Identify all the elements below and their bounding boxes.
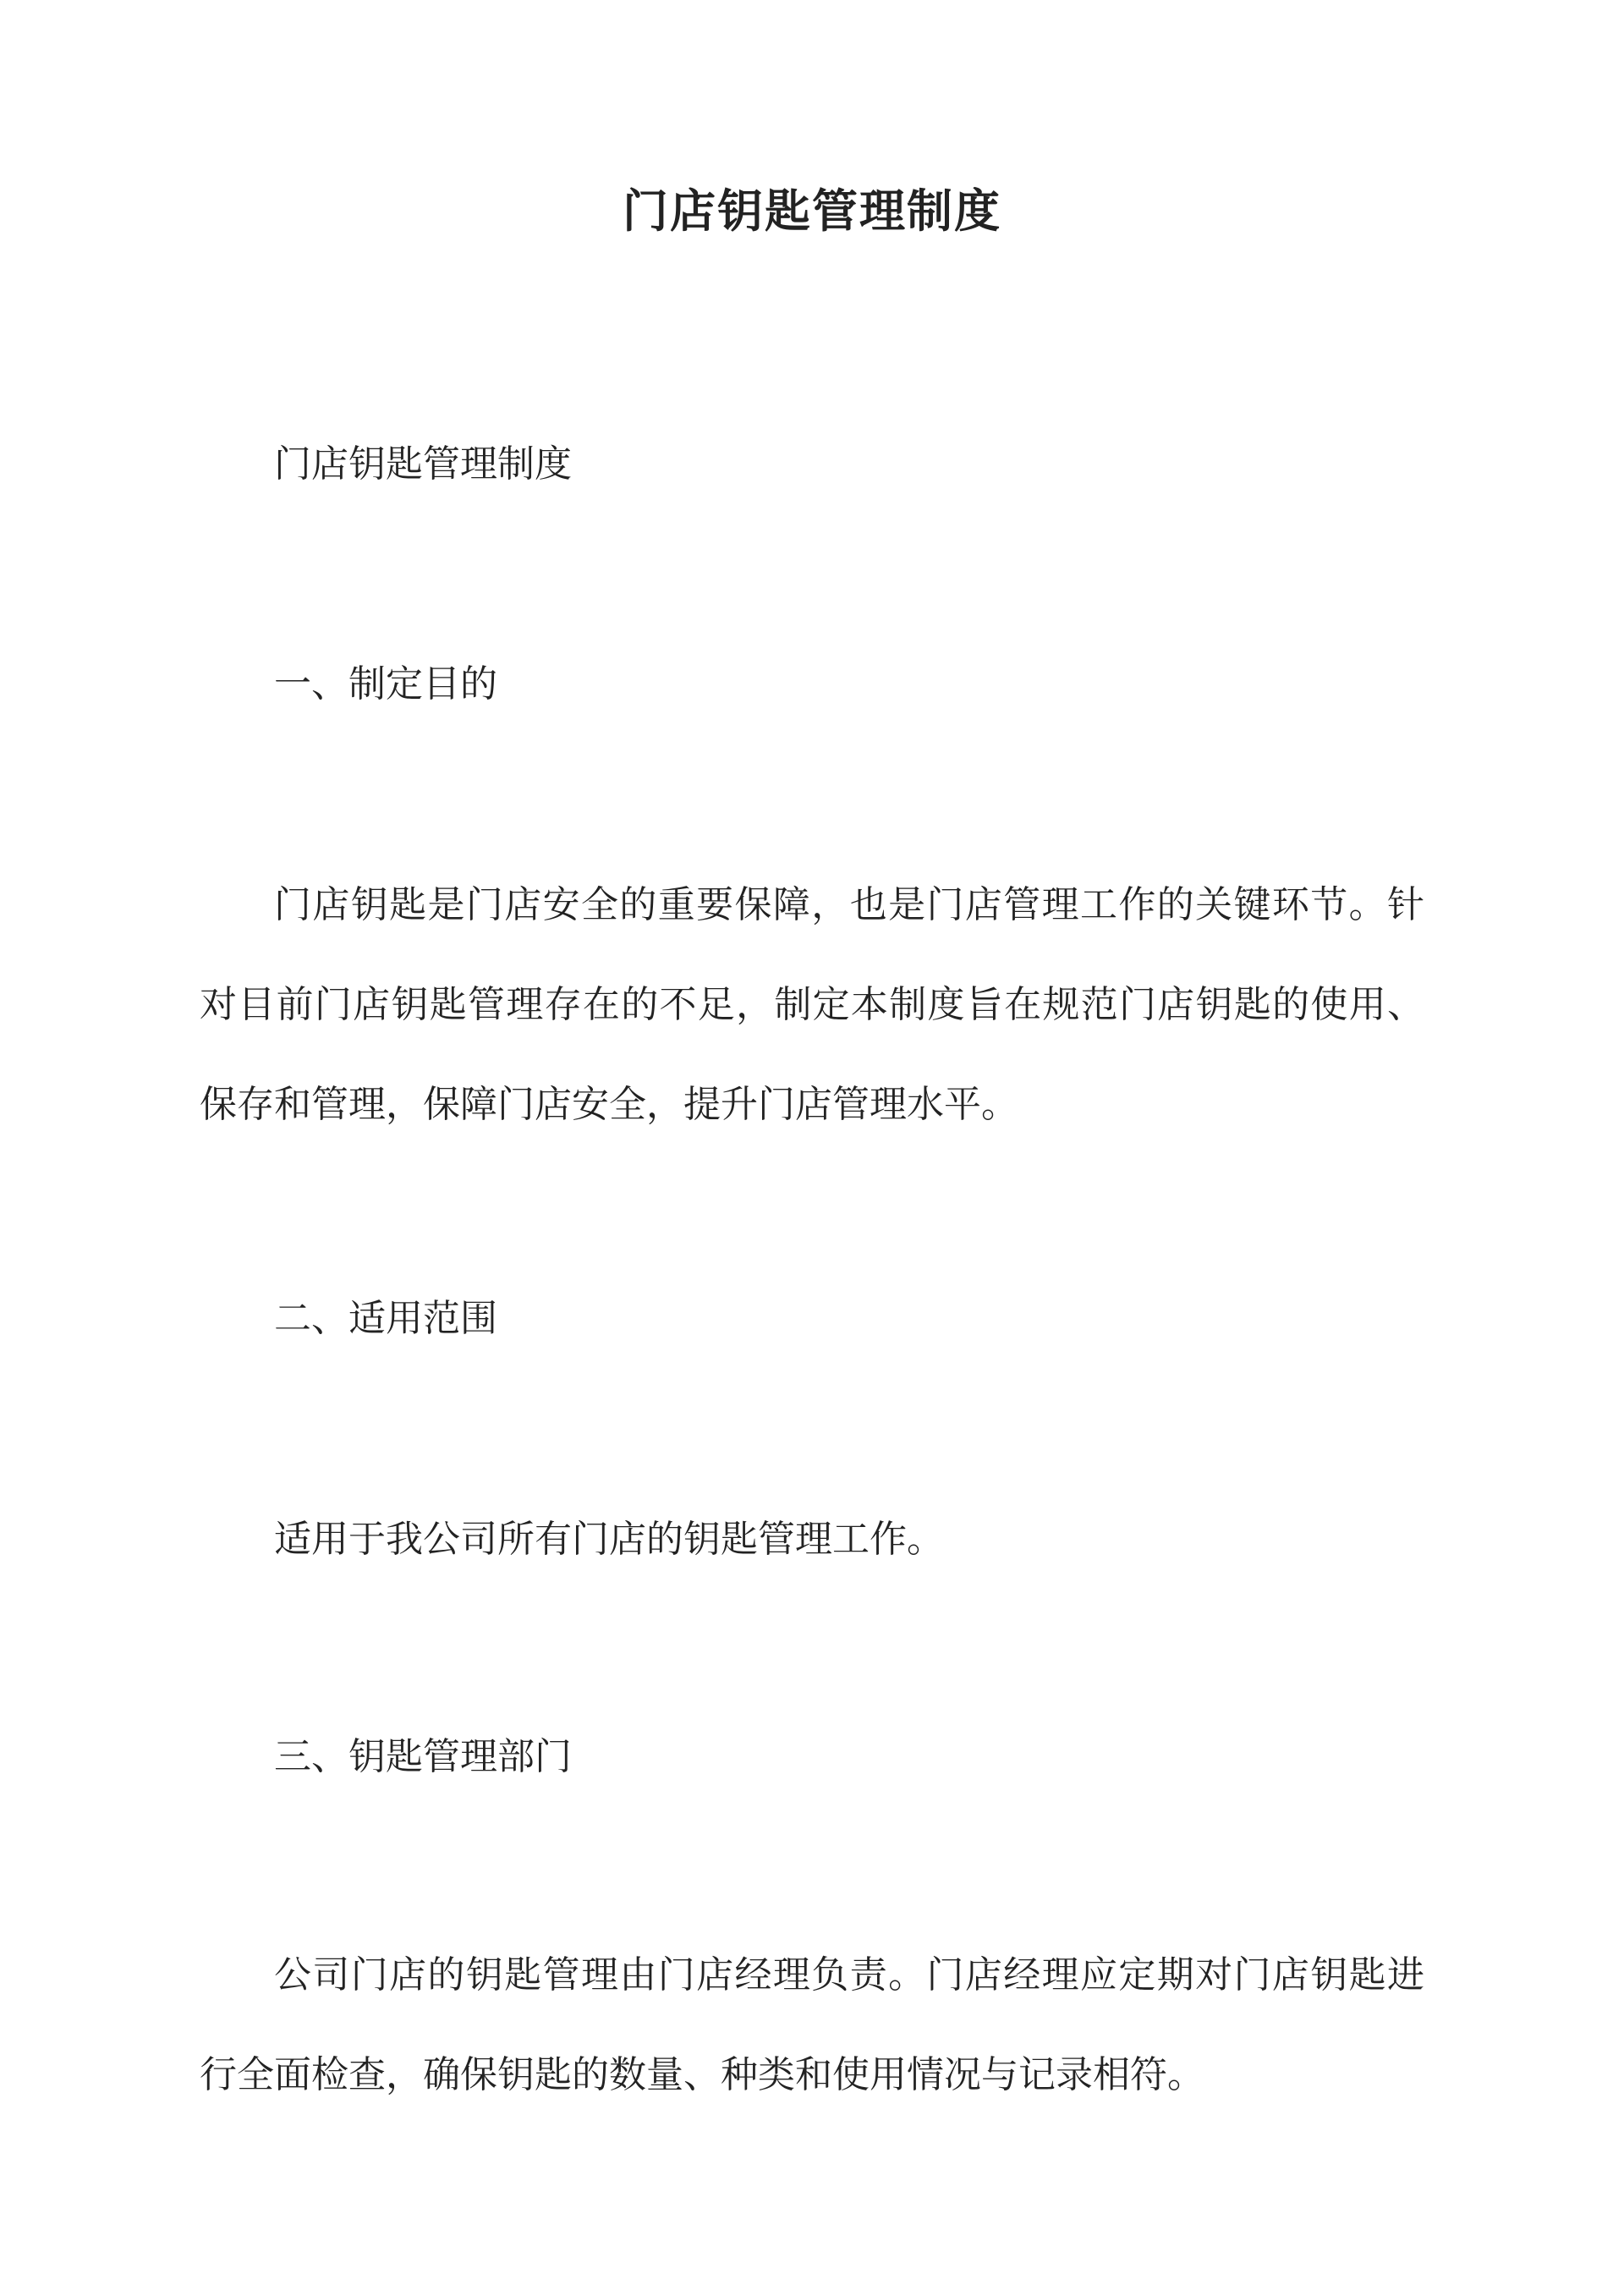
body-paragraph-scope: 适用于我公司所有门店的钥匙管理工作。 (274, 1518, 944, 1561)
document-title: 门店钥匙管理制度 (623, 184, 1001, 238)
section-heading-scope: 二、适用范围 (274, 1297, 497, 1340)
section-heading-purpose: 一、制定目的 (274, 662, 497, 706)
subtitle-paragraph: 门店钥匙管理制度 (274, 442, 572, 486)
body-paragraph-purpose: 门店钥匙是门店安全的重要保障，也是门店管理工作的关键环节。针对目前门店钥匙管理存在的不足，制定本制度旨在规范门店钥匙的使用、保存和管理，保障门店安全，提升门店管理水平。 (200, 883, 1424, 1126)
section-heading-department: 三、钥匙管理部门 (274, 1735, 572, 1778)
body-paragraph-department: 公司门店的钥匙管理由门店经理负责。门店经理应定期对门店钥匙进行全面检查，确保钥匙的数量、种类和使用情况与记录相符。 (200, 1953, 1424, 2096)
